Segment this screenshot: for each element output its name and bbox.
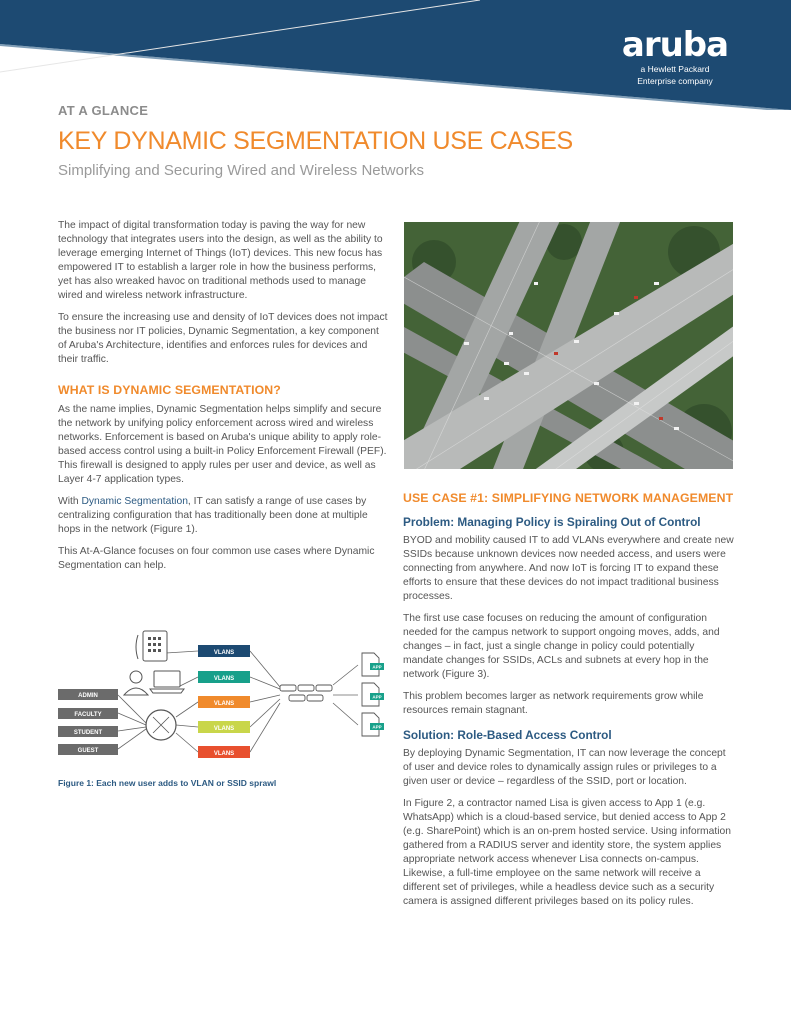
problem-heading: Problem: Managing Policy is Spiraling Out of Control bbox=[403, 515, 701, 529]
solution-heading: Solution: Role-Based Access Control bbox=[403, 728, 612, 742]
user-icon bbox=[124, 671, 148, 695]
right-column bbox=[403, 491, 735, 917]
role-label-admin: ADMIN bbox=[78, 693, 98, 699]
app-icons bbox=[362, 653, 384, 736]
solution-paragraph-1: By deploying Dynamic Segmentation, IT can now leverage the concept of user and device roles to dynamically assign rules or privileges to a given user or device – regardless of the SSID, port or location. bbox=[403, 748, 726, 787]
role-label-faculty: FACULTY bbox=[74, 712, 102, 718]
figure-1-diagram bbox=[58, 625, 398, 770]
what-p2-suffix: , IT can satisfy a range of use cases by centralizing configuration that has traditionally been done at multiple hops in the network (Figure 1). bbox=[58, 496, 368, 535]
app-label-2: APP bbox=[372, 694, 382, 700]
phone-icon bbox=[136, 631, 167, 661]
aruba-logo bbox=[600, 25, 750, 86]
solution-paragraph-2: In Figure 2, a contractor named Lisa is given access to App 1 (e.g. WhatsApp) which is a cloud-based service, but denied access to App 2 (e.g. SharePoint) which is an on-prem hosted service. Using information gathered from a RADIUS server and identity store, the system applies appropriate network access whenever Lisa connects on-campus. Likewise, a full-time employee on the same network will receive a different set of privileges, while a headless device such as a security camera is assigned different privileges based on its policy rules. bbox=[403, 798, 731, 907]
what-paragraph-2 bbox=[58, 495, 388, 537]
page-subtitle: Simplifying and Securing Wired and Wireless Networks bbox=[58, 162, 424, 179]
what-p2-prefix: With bbox=[58, 496, 82, 507]
app-label-1: APP bbox=[372, 664, 382, 670]
figure-1-caption: Figure 1: Each new user adds to VLAN or SSID sprawl bbox=[58, 778, 277, 788]
switch-icon bbox=[280, 685, 332, 701]
what-paragraph-1: As the name implies, Dynamic Segmentation helps simplify and secure the network by unifying policy enforcement across wired and wireless networks. Enforcement is based on Aruba's unique ability to apply role-based access control using a built-in Policy Enforcement Firewall (PEF). This firewall is designed to apply rules per user and device, as well as Layer 4-7 application types. bbox=[58, 404, 387, 485]
vlan-boxes bbox=[198, 645, 250, 758]
vlan-label-2: VLANS bbox=[213, 676, 235, 682]
role-label-student: STUDENT bbox=[73, 730, 103, 736]
dynamic-segmentation-link[interactable]: Dynamic Segmentation bbox=[81, 496, 188, 507]
logo-wordmark: aruba bbox=[621, 25, 729, 65]
problem-paragraph-1: BYOD and mobility caused IT to add VLANs everywhere and create new SSIDs because unknown devices now needed access, and users were connecting from anywhere. And now IoT is forcing IT to expand these efforts to ensure that these devices do not impact traditional business processes. bbox=[403, 535, 734, 602]
what-paragraph-3: This At-A-Glance focuses on four common use cases where Dynamic Segmentation can help. bbox=[58, 546, 375, 571]
problem-paragraph-3: This problem becomes larger as network requirements grow while resources remain stagnant. bbox=[403, 691, 704, 716]
problem-paragraph-2: The first use case focuses on reducing the amount of configuration needed for the campus network to support ongoing moves, adds, and changes – in fact, just a single change in policy could potentially mandate changes for SSIDs, ACLs and subnets at every hop in the network (Figure 3). bbox=[403, 613, 720, 680]
vlan-label-4: VLANS bbox=[213, 726, 235, 732]
section-heading-use-case-1: USE CASE #1: SIMPLIFYING NETWORK MANAGEMENT bbox=[403, 491, 734, 505]
app-label-3: APP bbox=[372, 724, 382, 730]
highway-aerial-image bbox=[404, 222, 733, 469]
page-title: KEY DYNAMIC SEGMENTATION USE CASES bbox=[58, 127, 573, 155]
vlan-label-5: VLANS bbox=[213, 751, 235, 757]
vlan-label-1: VLANS bbox=[213, 650, 235, 656]
logo-tagline-2: Enterprise company bbox=[637, 76, 713, 86]
intro-paragraph-1: The impact of digital transformation today is paving the way for new technology that integrates users into the design, as well as the ability to leverage emerging Internet of Things (IoT) devices. This new focus has empowered IT to establish a larger role in how the business performs, yet has also wreaked havoc on traditional methods used to manage wired and wireless network infrastructure. bbox=[58, 220, 383, 301]
laptop-icon bbox=[150, 671, 184, 693]
vlan-label-3: VLANS bbox=[213, 701, 235, 707]
intro-paragraph-2: To ensure the increasing use and density of IoT devices does not impact the business nor IT policies, Dynamic Segmentation, a key component of Aruba's Architecture, identifies and enforces rules for devices and their traffic. bbox=[58, 312, 388, 365]
router-icon bbox=[146, 710, 176, 740]
role-label-guest: GUEST bbox=[77, 748, 99, 754]
role-labels bbox=[58, 689, 118, 755]
left-column bbox=[58, 219, 388, 581]
section-heading-what: WHAT IS DYNAMIC SEGMENTATION? bbox=[58, 383, 281, 397]
logo-tagline-1: a Hewlett Packard bbox=[640, 64, 710, 74]
eyebrow: AT A GLANCE bbox=[58, 103, 149, 118]
